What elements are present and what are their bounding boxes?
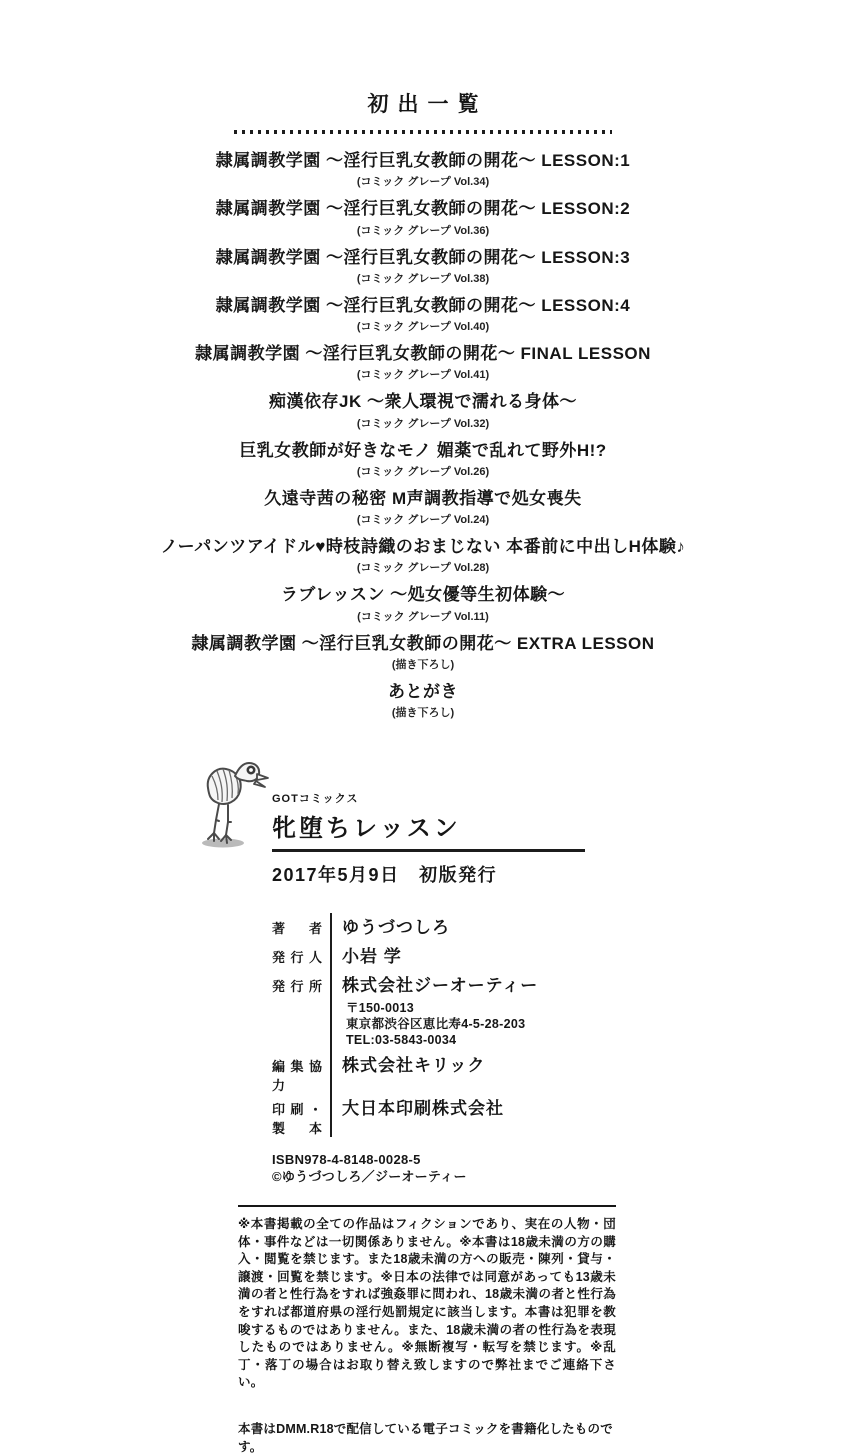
publisher-address: 東京都渋谷区恵比寿4-5-28-203 bbox=[346, 1017, 526, 1031]
work-title: 久遠寺茜の秘密 M声調教指導で処女喪失 bbox=[264, 488, 582, 508]
list-item bbox=[0, 488, 846, 527]
dotted-divider bbox=[234, 130, 612, 134]
list-item bbox=[0, 584, 846, 623]
list-item bbox=[0, 343, 846, 382]
credit-label: 著者 bbox=[272, 921, 322, 936]
work-title: 隷属調教学園 ～淫行巨乳女教師の開花～ LESSON:4 bbox=[215, 295, 631, 315]
list-item bbox=[0, 391, 846, 430]
credit-value: 株式会社キリック bbox=[342, 1056, 486, 1075]
list-item bbox=[0, 247, 846, 286]
copyright: ©ゆうづつしろ／ジーオーティー bbox=[272, 1169, 467, 1184]
edition-date: 2017年5月9日 初版発行 bbox=[272, 865, 498, 885]
credit-value: ゆうづつしろ bbox=[342, 918, 450, 937]
credit-label: 発行人 bbox=[272, 950, 322, 965]
credit-row bbox=[272, 942, 612, 971]
credit-label: 発行所 bbox=[272, 979, 322, 994]
isbn-block bbox=[272, 1151, 846, 1185]
book-title: 牝堕ちレッスン bbox=[272, 808, 585, 852]
credit-label: 編集協力 bbox=[272, 1059, 322, 1093]
imprint-label: GOTコミックス bbox=[272, 793, 359, 805]
list-item bbox=[0, 681, 846, 720]
list-item bbox=[0, 198, 846, 237]
colophon-block bbox=[272, 790, 612, 1137]
work-source: (コミック グレープ Vol.28) bbox=[356, 562, 490, 575]
credit-value: 大日本印刷株式会社 bbox=[342, 1099, 504, 1118]
dmm-distribution-note: 本書はDMM.R18で配信している電子コミックを書籍化したものです。 bbox=[238, 1421, 613, 1454]
credit-value: 小岩 学 bbox=[342, 947, 402, 966]
credits-table bbox=[272, 913, 612, 1137]
work-title: 隷属調教学園 ～淫行巨乳女教師の開花～ LESSON:2 bbox=[215, 199, 631, 219]
work-source: (描き下ろし) bbox=[391, 707, 455, 719]
list-item bbox=[0, 440, 846, 479]
work-source: (コミック グレープ Vol.26) bbox=[356, 465, 490, 478]
credit-row bbox=[272, 1094, 612, 1137]
credit-value: 株式会社ジーオーティー bbox=[342, 976, 539, 995]
list-item bbox=[0, 536, 846, 575]
work-source: (コミック グレープ Vol.11) bbox=[357, 610, 489, 623]
work-source: (コミック グレープ Vol.24) bbox=[356, 514, 490, 526]
work-title: 巨乳女教師が好きなモノ 媚薬で乱れて野外H!? bbox=[239, 440, 607, 460]
first-publication-list bbox=[0, 0, 846, 720]
work-title: 隷属調教学園 ～淫行巨乳女教師の開花～ LESSON:3 bbox=[215, 247, 631, 267]
credit-row bbox=[272, 971, 612, 1051]
credit-row bbox=[272, 913, 612, 942]
credit-label: 印刷・製本 bbox=[272, 1102, 322, 1136]
work-source: (コミック グレープ Vol.32) bbox=[356, 417, 490, 430]
list-item bbox=[0, 150, 846, 189]
work-title: 隷属調教学園 ～淫行巨乳女教師の開花～ LESSON:1 bbox=[215, 151, 631, 170]
work-source: (描き下ろし) bbox=[391, 658, 455, 671]
publisher-postal-code: 〒150-0013 bbox=[346, 1001, 415, 1015]
got-bird-logo-icon bbox=[202, 754, 268, 850]
work-title: ラブレッスン ～処女優等生初体験～ bbox=[280, 585, 566, 605]
work-title: 隷属調教学園 ～淫行巨乳女教師の開花～ EXTRA LESSON bbox=[191, 633, 655, 653]
credit-row bbox=[272, 1051, 612, 1094]
list-title: 初出一覧 bbox=[367, 93, 488, 116]
isbn: ISBN978-4-8148-0028-5 bbox=[272, 1152, 421, 1167]
list-item bbox=[0, 633, 846, 672]
work-title: 隷属調教学園 ～淫行巨乳女教師の開花～ FINAL LESSON bbox=[195, 344, 651, 363]
work-source: (コミック グレープ Vol.40) bbox=[356, 321, 490, 333]
work-source: (コミック グレープ Vol.36) bbox=[356, 224, 490, 237]
work-title: あとがき bbox=[388, 681, 458, 701]
work-title: ノーパンツアイドル♥時枝詩織のおまじない 本番前に中出しH体験♪ bbox=[160, 537, 686, 556]
list-item bbox=[0, 295, 846, 334]
work-source: (コミック グレープ Vol.34) bbox=[356, 176, 490, 189]
work-source: (コミック グレープ Vol.38) bbox=[356, 272, 490, 285]
work-source: (コミック グレープ Vol.41) bbox=[356, 369, 490, 382]
publisher-phone: TEL:03-5843-0034 bbox=[346, 1033, 457, 1047]
work-title: 痴漢依存JK ～衆人環視で濡れる身体～ bbox=[269, 392, 577, 412]
legal-disclaimer: ※本書掲載の全ての作品はフィクションであり、実在の人物・団体・事件などは一切関係ありません。※本書は18歳未満の方の購入・閲覧を禁じます。また18歳未満の方への販売・陳列・貸与・譲渡・回覧を禁じます。※日本の法律では同意があっても13歳未満の者と性行為をすれば強姦罪に問われ、18歳未満の者と性行為をすれば都道府県の淫行処罰規定に該当します。本書は犯罪を教唆するものではありません。また、18歳未満の者の性行為を表現したものではありません。※無断複写・転写を禁じます。※乱丁・落丁の場合はお取り替え致しますので弊社までご連絡下さい。 bbox=[238, 1205, 616, 1392]
